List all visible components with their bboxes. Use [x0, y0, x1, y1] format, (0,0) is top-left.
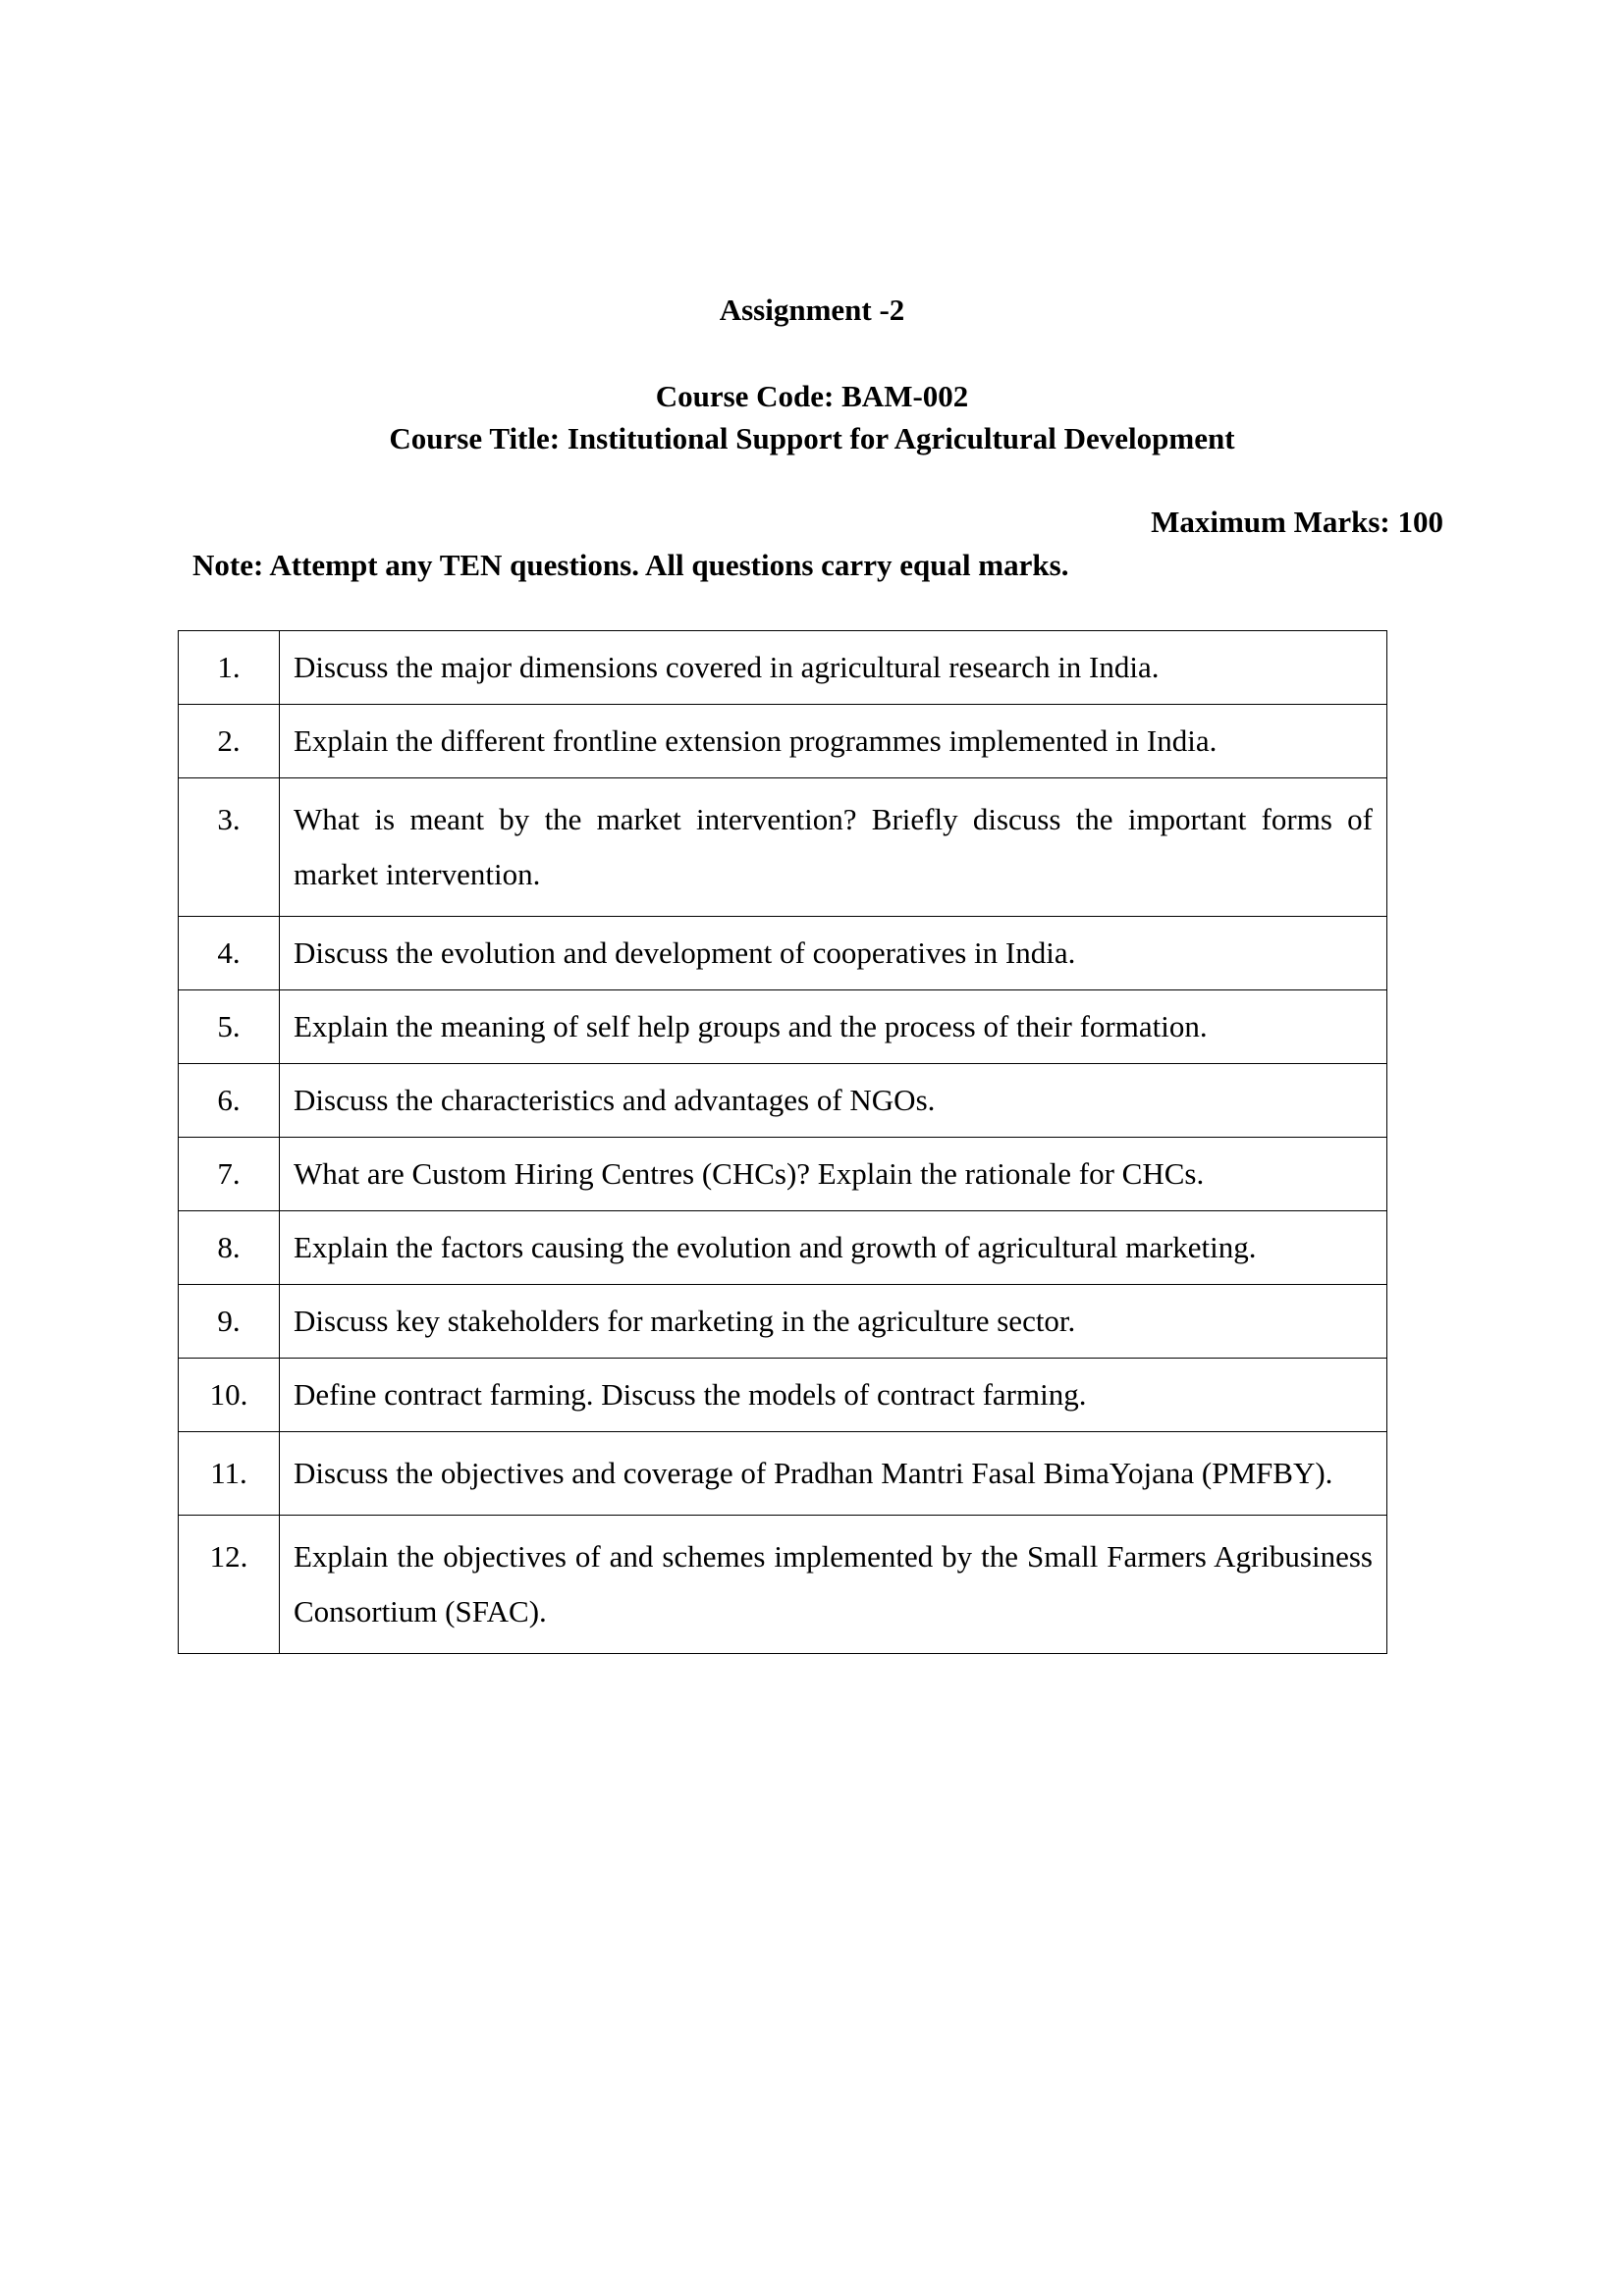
question-text [280, 631, 1387, 705]
question-text [280, 1359, 1387, 1432]
maximum-marks: Maximum Marks: 100 [1151, 505, 1443, 539]
question-text-content: What are Custom Hiring Centres (CHCs)? Explain the rationale for CHCs. [294, 1156, 1205, 1191]
assignment-title: Assignment -2 [719, 293, 905, 327]
question-number: 6. [179, 1064, 280, 1138]
question-text [280, 705, 1387, 778]
question-text [280, 917, 1387, 990]
question-number: 11. [179, 1432, 280, 1516]
question-text-content: What is meant by the market intervention? Briefly discuss the important forms of market intervention. [294, 802, 1373, 891]
question-number: 1. [179, 631, 280, 705]
question-text [280, 1432, 1387, 1516]
question-text [280, 778, 1387, 917]
question-number: 9. [179, 1285, 280, 1359]
table-row [179, 631, 1387, 705]
course-title: Course Title: Institutional Support for Agricultural Development [389, 421, 1235, 455]
table-row [179, 1359, 1387, 1432]
question-number: 12. [179, 1516, 280, 1654]
question-text [280, 1516, 1387, 1654]
question-text [280, 990, 1387, 1064]
table-row [179, 1516, 1387, 1654]
question-text [280, 1285, 1387, 1359]
question-text-content: Discuss the major dimensions covered in agricultural research in India. [294, 650, 1160, 684]
question-text [280, 1138, 1387, 1211]
question-text-content: Discuss the objectives and coverage of Pradhan Mantri Fasal BimaYojana (PMFBY). [294, 1456, 1333, 1490]
question-text-content: Explain the factors causing the evolution and growth of agricultural marketing. [294, 1230, 1257, 1264]
question-number: 5. [179, 990, 280, 1064]
question-text-content: Explain the meaning of self help groups and the process of their formation. [294, 1009, 1208, 1043]
table-row [179, 778, 1387, 917]
table-row [179, 1138, 1387, 1211]
question-text-content: Explain the different frontline extension programmes implemented in India. [294, 723, 1218, 758]
question-text [280, 1211, 1387, 1285]
question-number: 10. [179, 1359, 280, 1432]
instruction-note: Note: Attempt any TEN questions. All questions carry equal marks. [192, 548, 1069, 582]
question-text-content: Explain the objectives of and schemes implemented by the Small Farmers Agribusiness Consortium (SFAC). [294, 1539, 1373, 1629]
question-text-content: Discuss the evolution and development of cooperatives in India. [294, 935, 1076, 970]
table-row [179, 1285, 1387, 1359]
question-number: 7. [179, 1138, 280, 1211]
question-number: 4. [179, 917, 280, 990]
table-row [179, 705, 1387, 778]
table-row [179, 1064, 1387, 1138]
question-number: 3. [179, 778, 280, 917]
question-text [280, 1064, 1387, 1138]
question-text-content: Discuss key stakeholders for marketing in the agriculture sector. [294, 1304, 1076, 1338]
table-row [179, 917, 1387, 990]
course-code: Course Code: BAM-002 [655, 379, 969, 413]
questions-table [178, 630, 1387, 1654]
question-number: 8. [179, 1211, 280, 1285]
question-number: 2. [179, 705, 280, 778]
table-row [179, 1211, 1387, 1285]
table-row [179, 990, 1387, 1064]
table-row [179, 1432, 1387, 1516]
question-text-content: Define contract farming. Discuss the models of contract farming. [294, 1377, 1087, 1412]
question-text-content: Discuss the characteristics and advantages of NGOs. [294, 1083, 936, 1117]
